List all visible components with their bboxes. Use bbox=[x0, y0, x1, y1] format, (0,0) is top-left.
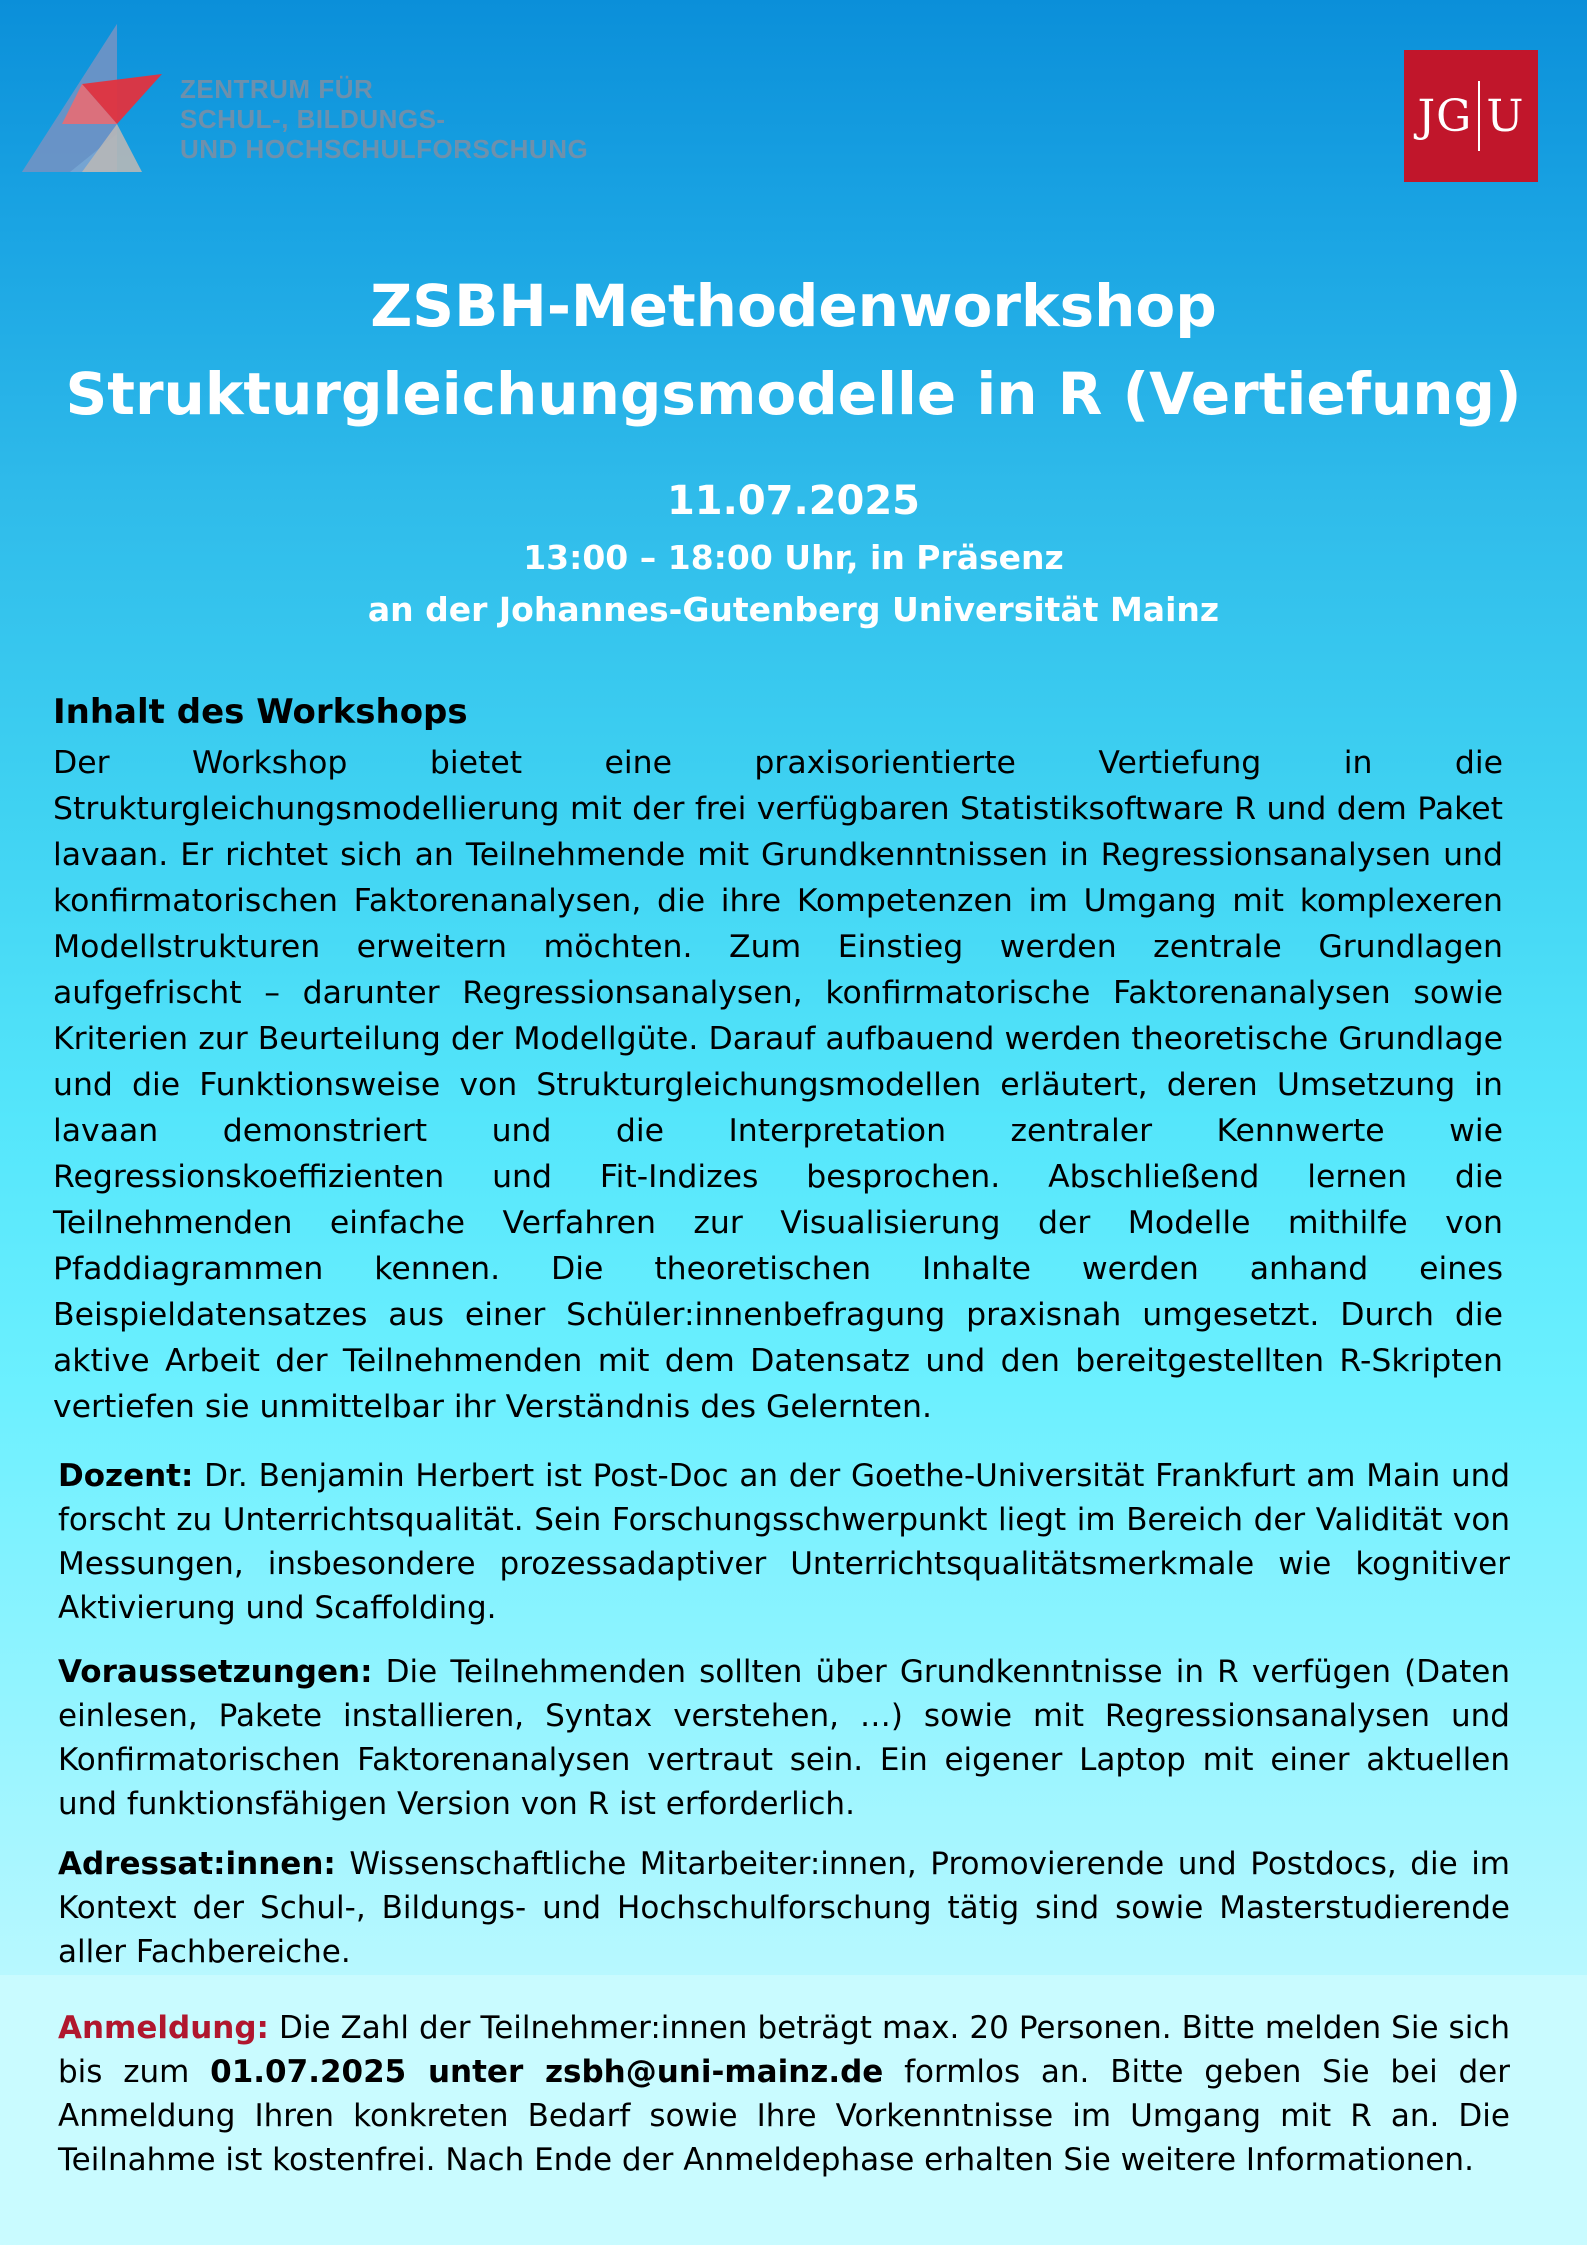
zsbh-logo-line2: SCHUL-, BILDUNGS- bbox=[180, 104, 446, 134]
section-heading-inhalt: Inhalt des Workshops bbox=[53, 692, 468, 732]
jgu-logo bbox=[1404, 50, 1538, 182]
zsbh-logo bbox=[22, 24, 622, 184]
event-venue: an der Johannes-Gutenberg Universität Mainz bbox=[367, 590, 1220, 629]
voraussetzungen-paragraph bbox=[58, 1650, 1510, 1826]
anmeldung-label: Anmeldung: bbox=[58, 2010, 269, 2046]
voraussetzungen-label: Voraussetzungen: bbox=[58, 1654, 373, 1690]
page-title: ZSBH-Methodenworkshop bbox=[370, 272, 1217, 340]
jgu-logo-divider bbox=[1478, 81, 1480, 151]
page-subtitle: Strukturgleichungsmodelle in R (Vertiefung) bbox=[65, 360, 1522, 428]
voraussetzungen-text: Die Teilnehmenden sollten über Grundkenntnisse in R verfügen (Daten einlesen, Pakete installieren, Syntax verstehen, …) sowie mit Regressionsanalysen und Konfirmatorischen Faktorenanalysen vertraut sein. Ein eigener Laptop mit einer aktuellen und funktionsfähigen Version von R ist erforderlich. bbox=[58, 1654, 1510, 1822]
event-date: 11.07.2025 bbox=[666, 478, 921, 524]
dozent-text: Dr. Benjamin Herbert ist Post-Doc an der Goethe-Universität Frankfurt am Main und forscht zu Unterrichtsqualität. Sein Forschungsschwerpunkt liegt im Bereich der Validität von Messungen, insbesondere prozessadaptiver Unterrichtsqualitätsmerkmale wie kognitiver Aktivierung und Scaffolding. bbox=[58, 1458, 1510, 1626]
dozent-paragraph bbox=[58, 1454, 1510, 1630]
anmeldung-deadline: 01.07.2025 unter zsbh@uni-mainz.de bbox=[210, 2054, 884, 2090]
anmeldung-text-before: Die Zahl der Teilnehmer:innen beträgt max. 20 Personen. Bitte melden Sie sich bis zum bbox=[58, 2010, 1510, 2090]
zsbh-logo-line3: UND HOCHSCHULFORSCHUNG bbox=[180, 134, 589, 164]
anmeldung-text-after: formlos an. Bitte geben Sie bei der Anmeldung Ihren konkreten Bedarf sowie Ihre Vorkenntnisse im Umgang mit R an. Die Teilnahme ist kostenfrei. Nach Ende der Anmeldephase erhalten Sie weitere Informationen. bbox=[58, 2054, 1510, 2178]
adressaten-paragraph bbox=[58, 1842, 1510, 1974]
zsbh-logo-line1: ZENTRUM FÜR bbox=[180, 74, 374, 104]
jgu-logo-right: U bbox=[1486, 90, 1525, 142]
adressaten-label: Adressat:innen: bbox=[58, 1846, 336, 1882]
adressaten-text: Wissenschaftliche Mitarbeiter:innen, Promovierende und Postdocs, die im Kontext der Schul-, Bildungs- und Hochschulforschung tätig sind sowie Masterstudierende aller Fachbereiche. bbox=[58, 1846, 1510, 1970]
event-time: 13:00 – 18:00 Uhr, in Präsenz bbox=[523, 538, 1064, 577]
inhalt-paragraph: Der Workshop bietet eine praxisorientierte Vertiefung in die Strukturgleichungsmodellierung mit der frei verfügbaren Statistiksoftware R und dem Paket lavaan. Er richtet sich an Teilnehmende mit Grundkenntnissen in Regressionsanalysen und konfirmatorischen Faktorenanalysen, die ihre Kompetenzen im Umgang mit komplexeren Modellstrukturen erweitern möchten. Zum Einstieg werden zentrale Grundlagen aufgefrischt – darunter Regressionsanalysen, konfirmatorische Faktorenanalysen sowie Kriterien zur Beurteilung der Modellgüte. Darauf aufbauend werden theoretische Grundlage und die Funktionsweise von Strukturgleichungsmodellen erläutert, deren Umsetzung in lavaan demonstriert und die Interpretation zentraler Kennwerte wie Regressionskoeffizienten und Fit-Indizes besprochen. Abschließend lernen die Teilnehmenden einfache Verfahren zur Visualisierung der Modelle mithilfe von Pfaddiagrammen kennen. Die theoretischen Inhalte werden anhand eines Beispieldatensatzes aus einer Schüler:innenbefragung praxisnah umgesetzt. Durch die aktive Arbeit der Teilnehmenden mit dem Datensatz und den bereitgestellten R-Skripten vertiefen sie unmittelbar ihr Verständnis des Gelernten. bbox=[53, 745, 1503, 1425]
jgu-logo-left: JG bbox=[1417, 90, 1473, 142]
zsbh-logo-mark-icon bbox=[22, 24, 172, 174]
anmeldung-paragraph bbox=[58, 2006, 1510, 2182]
dozent-label: Dozent: bbox=[58, 1458, 194, 1494]
zsbh-logo-text bbox=[180, 74, 588, 164]
